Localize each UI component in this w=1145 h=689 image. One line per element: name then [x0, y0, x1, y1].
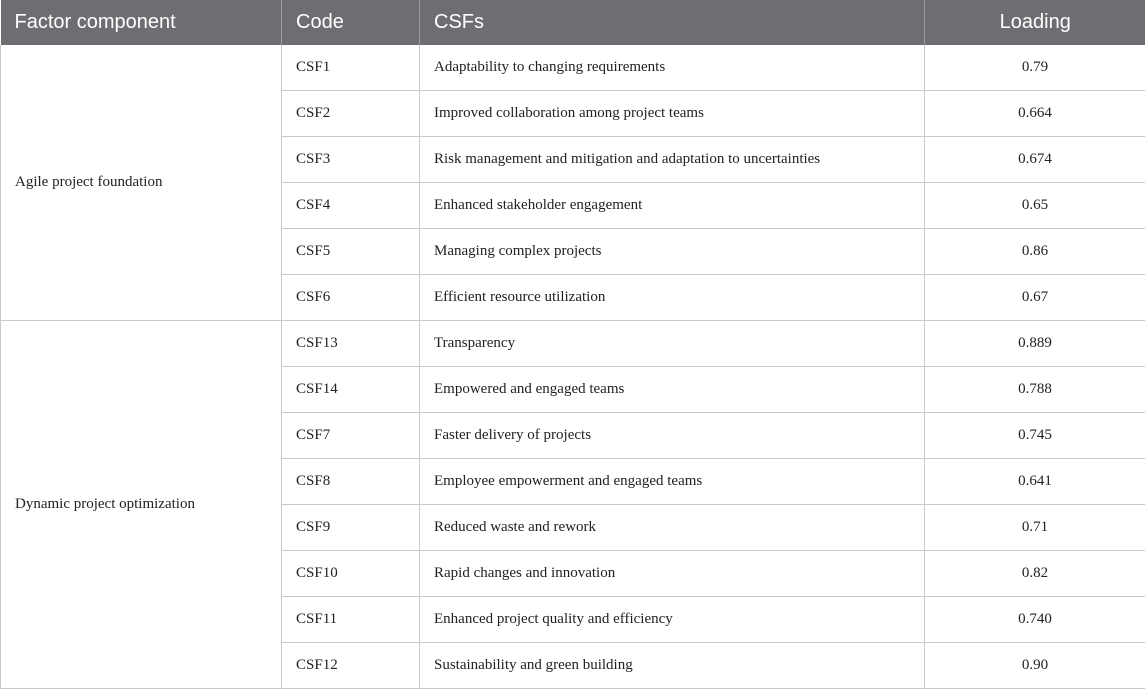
loading-value-cell: 0.71 [925, 505, 1145, 551]
csf-description-cell: Transparency [420, 321, 925, 367]
loading-value-cell: 0.664 [925, 91, 1145, 137]
table-row [1, 321, 1145, 367]
csf-description-cell: Improved collaboration among project teams [420, 91, 925, 137]
loading-value-cell: 0.674 [925, 137, 1145, 183]
loading-value-cell: 0.82 [925, 551, 1145, 597]
csf-description-cell: Employee empowerment and engaged teams [420, 459, 925, 505]
csf-description-cell: Faster delivery of projects [420, 413, 925, 459]
loading-value-cell: 0.90 [925, 643, 1145, 689]
code-cell: CSF3 [282, 137, 420, 183]
code-cell: CSF7 [282, 413, 420, 459]
header-csfs: CSFs [420, 0, 925, 45]
loading-value-cell: 0.889 [925, 321, 1145, 367]
header-factor-component: Factor component [1, 0, 282, 45]
loading-value-cell: 0.788 [925, 367, 1145, 413]
code-cell: CSF2 [282, 91, 420, 137]
loading-value-cell: 0.79 [925, 45, 1145, 91]
csf-description-cell: Rapid changes and innovation [420, 551, 925, 597]
code-cell: CSF6 [282, 275, 420, 321]
loading-value-cell: 0.641 [925, 459, 1145, 505]
csf-description-cell: Sustainability and green building [420, 643, 925, 689]
factor-component-cell: Agile project foundation [1, 45, 282, 321]
table-header [1, 0, 1145, 45]
csf-description-cell: Managing complex projects [420, 229, 925, 275]
code-cell: CSF9 [282, 505, 420, 551]
loading-value-cell: 0.745 [925, 413, 1145, 459]
loading-value-cell: 0.86 [925, 229, 1145, 275]
csf-description-cell: Risk management and mitigation and adaptation to uncertainties [420, 137, 925, 183]
csf-description-cell: Adaptability to changing requirements [420, 45, 925, 91]
csf-description-cell: Enhanced project quality and efficiency [420, 597, 925, 643]
code-cell: CSF12 [282, 643, 420, 689]
code-cell: CSF1 [282, 45, 420, 91]
code-cell: CSF4 [282, 183, 420, 229]
loading-value-cell: 0.740 [925, 597, 1145, 643]
code-cell: CSF10 [282, 551, 420, 597]
code-cell: CSF5 [282, 229, 420, 275]
header-code: Code [282, 0, 420, 45]
loading-value-cell: 0.67 [925, 275, 1145, 321]
table-body [1, 45, 1145, 689]
header-loading: Loading [925, 0, 1145, 45]
factor-component-cell: Dynamic project optimization [1, 321, 282, 689]
header-row [1, 0, 1145, 45]
code-cell: CSF11 [282, 597, 420, 643]
csf-description-cell: Reduced waste and rework [420, 505, 925, 551]
code-cell: CSF8 [282, 459, 420, 505]
loading-value-cell: 0.65 [925, 183, 1145, 229]
csf-description-cell: Enhanced stakeholder engagement [420, 183, 925, 229]
code-cell: CSF13 [282, 321, 420, 367]
csf-description-cell: Efficient resource utilization [420, 275, 925, 321]
table-row [1, 45, 1145, 91]
code-cell: CSF14 [282, 367, 420, 413]
csf-description-cell: Empowered and engaged teams [420, 367, 925, 413]
